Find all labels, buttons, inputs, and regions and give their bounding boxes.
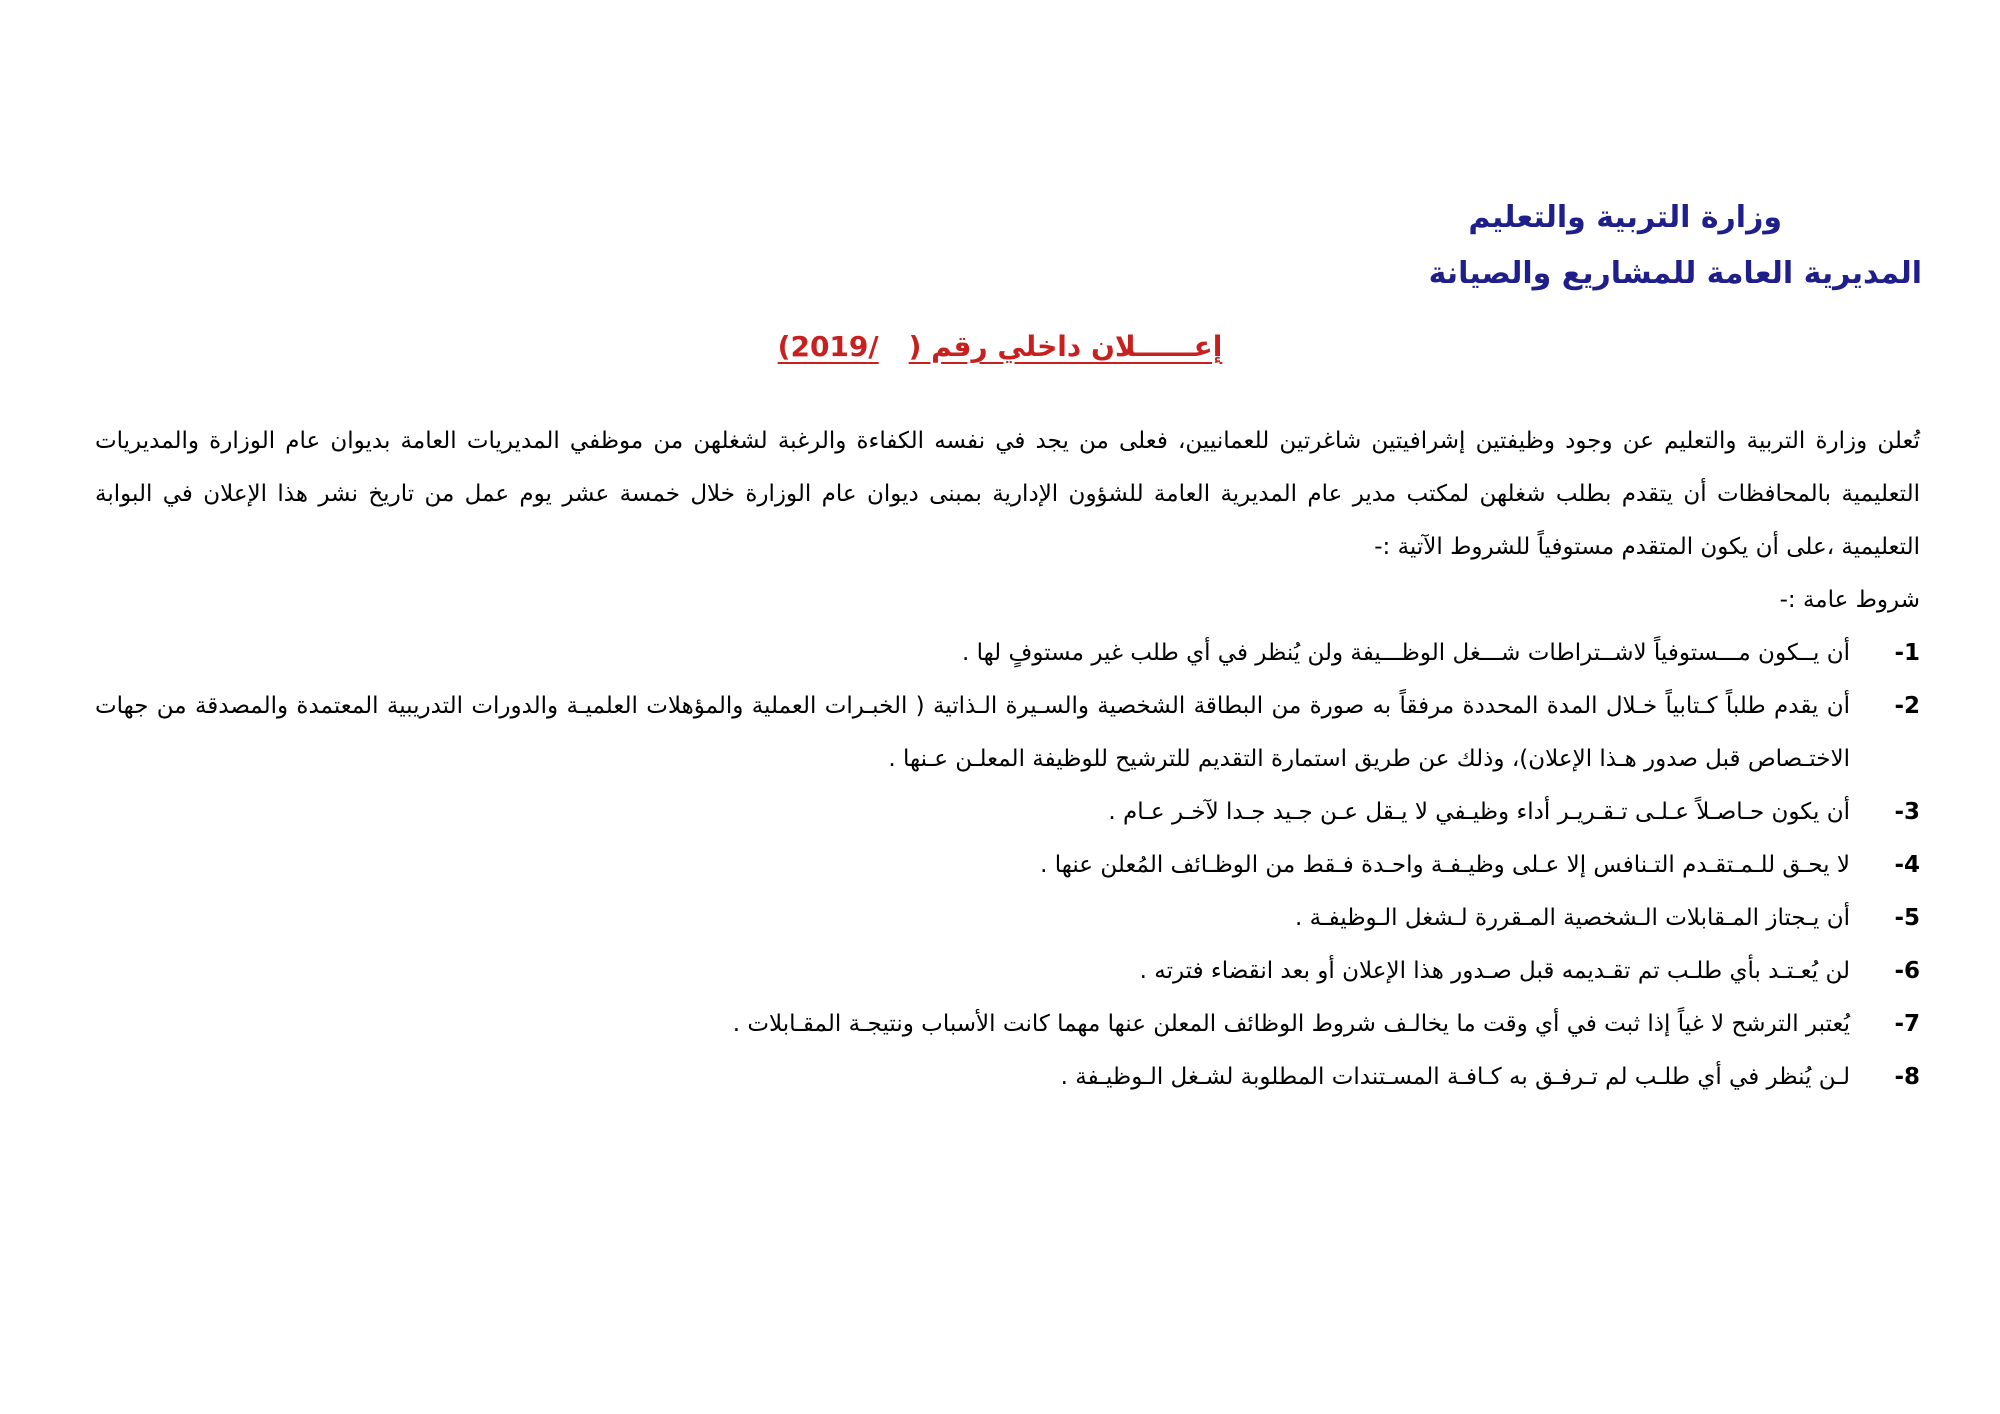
condition-item xyxy=(95,839,1920,892)
announcement-title-text: إعــــــلان داخلي رقم ( xyxy=(908,330,1223,363)
intro-paragraph: تُعلن وزارة التربية والتعليم عن وجود وظيفتين إشرافيتين شاغرتين للعمانيين، فعلى من يجد في نفسه الكفاءة والرغبة لشغلهن من موظفي المديريات العامة بديوان عام الوزارة والمديريات التعليمية بالمحافظات أن يتقدم بطلب شغلهن لمكتب مدير عام المديرية العامة للشؤون الإدارية بمبنى ديوان عام الوزارة خلال خمسة عشر يوم عمل من تاريخ نشر هذا الإعلان في البوابة التعليمية ،على أن يكون المتقدم مستوفياً للشروط الآتية :- xyxy=(95,428,1920,560)
condition-item xyxy=(95,786,1920,839)
condition-item xyxy=(95,680,1920,786)
condition-item xyxy=(95,998,1920,1051)
announcement-number: /2019) xyxy=(777,330,879,363)
condition-item xyxy=(95,627,1920,680)
condition-number: -5 xyxy=(1894,905,1920,931)
condition-text: أن يكون حـاصـلاً عـلـى تـقـريـر أداء وظيـفي لا يـقل عـن جـيد جـدا لآخـر عـام . xyxy=(1108,799,1850,825)
announcement-title xyxy=(0,330,2000,363)
condition-number: -3 xyxy=(1894,799,1920,825)
condition-text: أن يـجتاز المـقابلات الـشخصية المـقررة لـشغل الـوظيفـة . xyxy=(1294,905,1850,931)
condition-number: -1 xyxy=(1894,640,1920,666)
condition-number: -4 xyxy=(1894,852,1920,878)
condition-text: لن يُعـتـد بأي طلـب تم تقـديمه قبل صـدور هذا الإعلان أو بعد انقضاء فترته . xyxy=(1139,958,1850,984)
condition-text: لا يحـق للـمـتقـدم التـنافس إلا عـلى وظيـفـة واحـدة فـقط من الوظـائف المُعلن عنها . xyxy=(1040,852,1850,878)
document-body xyxy=(95,415,1920,1104)
condition-text: أن يــكون مـــستوفياً لاشــتراطات شـــغل الوظـــيفة ولن يُنظر في أي طلب غير مستوفٍ لها . xyxy=(961,640,1850,666)
conditions-list xyxy=(95,627,1920,1104)
ministry-name: وزارة التربية والتعليم xyxy=(1468,200,1782,235)
condition-text: يُعتبر الترشح لا غياً إذا ثبت في أي وقت ما يخالـف شروط الوظائف المعلن عنها مهما كانت الأسباب ونتيجـة المقـابلات . xyxy=(732,1011,1850,1037)
letterhead xyxy=(1429,190,1922,302)
condition-number: -7 xyxy=(1894,1011,1920,1037)
condition-item xyxy=(95,1051,1920,1104)
condition-item xyxy=(95,945,1920,998)
condition-number: -2 xyxy=(1894,693,1920,719)
condition-number: -8 xyxy=(1894,1064,1920,1090)
condition-text: لـن يُنظر في أي طلـب لم تـرفـق به كـافـة المسـتندات المطلوبة لشـغل الـوظيـفة . xyxy=(1060,1064,1850,1090)
condition-text: أن يقدم طلباً كـتابياً خـلال المدة المحددة مرفقاً به صورة من البطاقة الشخصية والسـيرة الـذاتية ( الخبـرات العملية والمؤهلات العلميـة والدورات التدريبية المعتمدة والمصدقة من جهات الاختـصاص قبل صدور هـذا الإعلان)، وذلك عن طريق استمارة التقديم للترشيح للوظيفة المعلـن عـنها . xyxy=(95,693,1850,772)
condition-item xyxy=(95,892,1920,945)
condition-number: -6 xyxy=(1894,958,1920,984)
directorate-name: المديرية العامة للمشاريع والصيانة xyxy=(1428,256,1922,291)
general-conditions-heading: شروط عامة :- xyxy=(1779,587,1920,613)
